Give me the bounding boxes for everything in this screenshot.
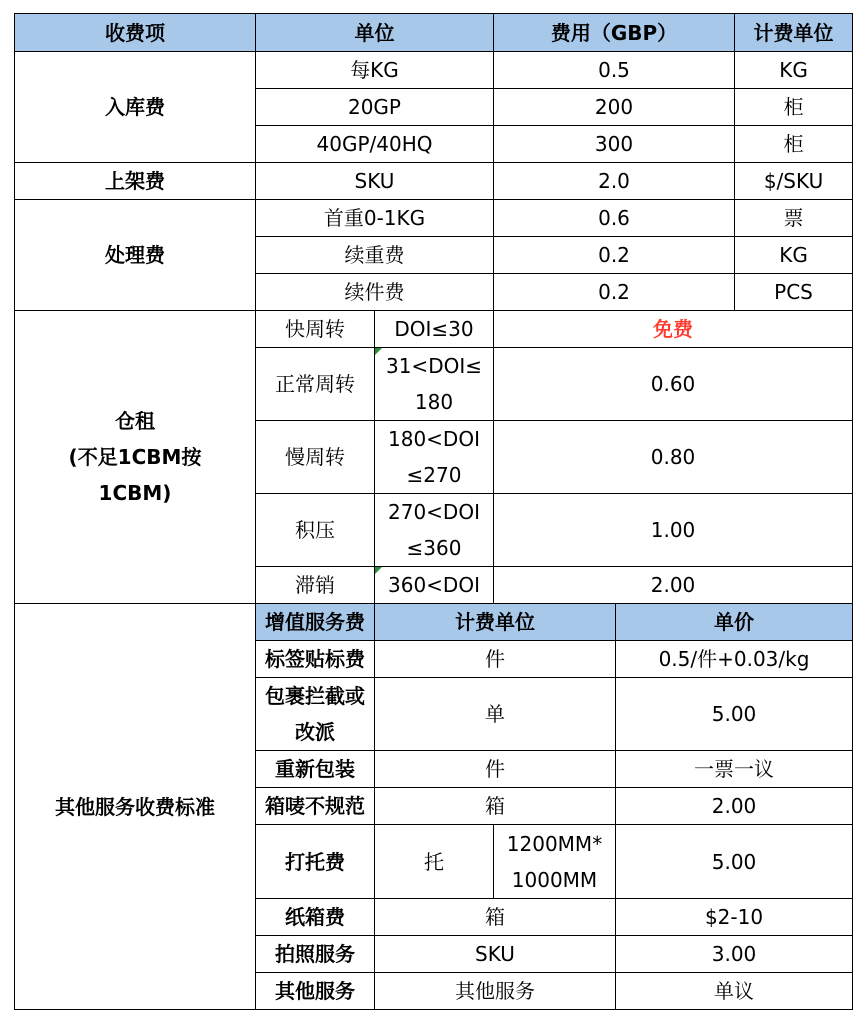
service-name: 其他服务	[256, 973, 375, 1010]
other-header-unit: 计费单位	[375, 604, 616, 641]
header-fee: 费用（GBP）	[494, 14, 735, 52]
service-price: 5.00	[616, 678, 853, 751]
service-price: 2.00	[616, 788, 853, 825]
inbound-category: 入库费	[15, 52, 256, 163]
table-row	[15, 52, 853, 89]
storage-doi-line2: ≤270	[406, 463, 462, 487]
storage-turnover-type: 慢周转	[256, 421, 375, 494]
comment-marker-icon	[375, 348, 382, 355]
storage-doi	[375, 567, 494, 604]
handling-fee: 0.6	[494, 200, 735, 237]
service-unit: 单	[375, 678, 616, 751]
storage-doi-text: 360<DOI	[388, 573, 480, 597]
table-header-row	[15, 14, 853, 52]
service-name: 纸箱费	[256, 899, 375, 936]
service-name: 打托费	[256, 825, 375, 899]
storage-turnover-type: 积压	[256, 494, 375, 567]
header-item: 收费项	[15, 14, 256, 52]
service-unit: 件	[375, 751, 616, 788]
service-unit: 托	[375, 825, 494, 899]
table-row	[15, 604, 853, 641]
storage-name-line1: 仓租	[115, 409, 155, 433]
handling-unit: 续重费	[256, 237, 494, 274]
service-spec	[494, 825, 616, 899]
storage-fee-free: 免费	[494, 311, 853, 348]
service-name-line1: 包裹拦截或	[265, 684, 365, 708]
inbound-billing: 柜	[735, 126, 853, 163]
fee-table	[14, 13, 853, 1010]
handling-unit: 首重0-1KG	[256, 200, 494, 237]
storage-doi-line1: 270<DOI	[388, 500, 480, 524]
storage-fee: 1.00	[494, 494, 853, 567]
handling-fee: 0.2	[494, 274, 735, 311]
service-name: 重新包装	[256, 751, 375, 788]
service-spec-line1: 1200MM*	[506, 831, 603, 856]
handling-billing: 票	[735, 200, 853, 237]
service-name: 拍照服务	[256, 936, 375, 973]
storage-turnover-type: 正常周转	[256, 348, 375, 421]
service-unit: 箱	[375, 899, 616, 936]
handling-fee: 0.2	[494, 237, 735, 274]
inbound-unit: 每KG	[256, 52, 494, 89]
service-price: 5.00	[616, 825, 853, 899]
inbound-fee: 0.5	[494, 52, 735, 89]
handling-billing: KG	[735, 237, 853, 274]
storage-turnover-type: 滞销	[256, 567, 375, 604]
storage-name-line2: (不足1CBM按	[68, 445, 202, 469]
header-billing-unit: 计费单位	[735, 14, 853, 52]
header-unit: 单位	[256, 14, 494, 52]
storage-doi-line2: ≤360	[406, 536, 462, 560]
shelving-category: 上架费	[15, 163, 256, 200]
storage-category	[15, 311, 256, 604]
other-category: 其他服务收费标准	[15, 604, 256, 1010]
handling-category: 处理费	[15, 200, 256, 311]
storage-doi-line1: 31<DOI≤	[385, 354, 482, 378]
other-header-service: 增值服务费	[256, 604, 375, 641]
storage-name-line3: 1CBM)	[98, 481, 172, 505]
storage-fee: 2.00	[494, 567, 853, 604]
inbound-unit: 20GP	[256, 89, 494, 126]
shelving-billing: $/SKU	[735, 163, 853, 200]
service-unit: 箱	[375, 788, 616, 825]
other-header-price: 单价	[616, 604, 853, 641]
table-row	[15, 311, 853, 348]
service-spec-line2: 1000MM	[511, 867, 598, 892]
handling-billing: PCS	[735, 274, 853, 311]
inbound-unit: 40GP/40HQ	[256, 126, 494, 163]
inbound-fee: 200	[494, 89, 735, 126]
inbound-billing: KG	[735, 52, 853, 89]
service-price: $2-10	[616, 899, 853, 936]
storage-doi: DOI≤30	[375, 311, 494, 348]
storage-turnover-type: 快周转	[256, 311, 375, 348]
service-name	[256, 678, 375, 751]
service-name: 箱唛不规范	[256, 788, 375, 825]
service-unit: 件	[375, 641, 616, 678]
service-unit: SKU	[375, 936, 616, 973]
comment-marker-icon	[375, 567, 382, 574]
service-unit: 其他服务	[375, 973, 616, 1010]
table-row	[15, 200, 853, 237]
table-row	[15, 163, 853, 200]
service-price: 0.5/件+0.03/kg	[616, 641, 853, 678]
service-name-line2: 改派	[295, 720, 335, 744]
storage-doi	[375, 421, 494, 494]
storage-doi	[375, 494, 494, 567]
storage-fee: 0.60	[494, 348, 853, 421]
shelving-unit: SKU	[256, 163, 494, 200]
inbound-billing: 柜	[735, 89, 853, 126]
inbound-fee: 300	[494, 126, 735, 163]
storage-doi-line2: 180	[414, 390, 454, 414]
service-price: 3.00	[616, 936, 853, 973]
handling-unit: 续件费	[256, 274, 494, 311]
storage-fee: 0.80	[494, 421, 853, 494]
service-price: 单议	[616, 973, 853, 1010]
storage-doi	[375, 348, 494, 421]
service-price: 一票一议	[616, 751, 853, 788]
storage-doi-line1: 180<DOI	[388, 427, 480, 451]
service-name: 标签贴标费	[256, 641, 375, 678]
shelving-fee: 2.0	[494, 163, 735, 200]
